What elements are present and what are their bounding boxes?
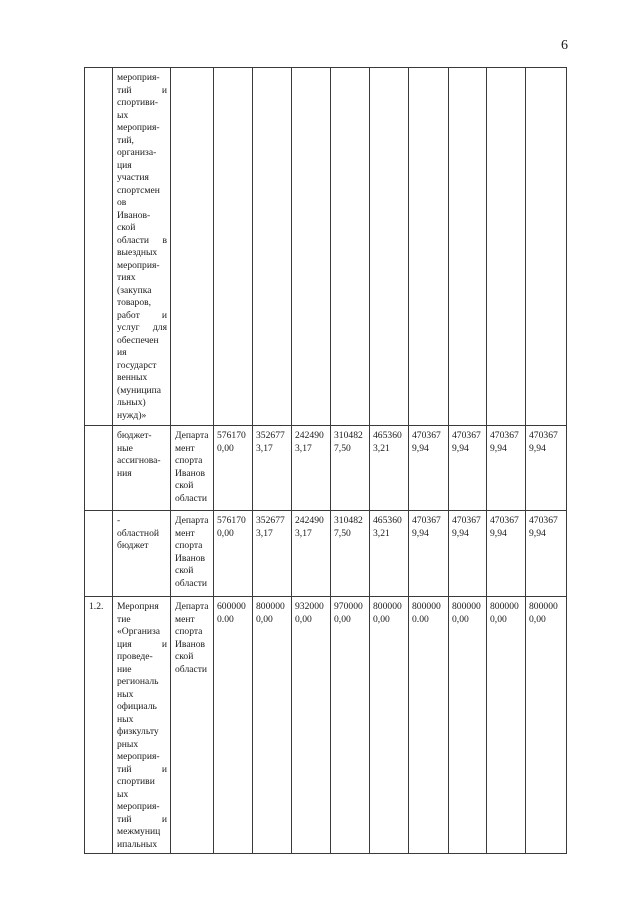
- amount-value-line: 0,00: [256, 613, 273, 625]
- executor-name-line: ской: [175, 651, 194, 662]
- activity-name-line: спортиви-: [117, 97, 159, 108]
- amount-value: [526, 426, 566, 455]
- activity-name-line: (закупка: [117, 284, 152, 296]
- cell-amount: [526, 68, 567, 426]
- cell-amount: [292, 511, 331, 597]
- cell-executor: [171, 426, 214, 511]
- activity-name-line: спортиви: [117, 776, 155, 787]
- amount-value-line: 465360: [373, 430, 402, 441]
- cell-amount: [253, 426, 292, 511]
- amount-value-line: 0,00: [334, 613, 351, 625]
- cell-amount: [487, 597, 526, 854]
- activity-name-line: тий и: [117, 763, 167, 775]
- activity-name-line: ской: [117, 222, 136, 233]
- activity-name-line: мероприя-: [117, 801, 160, 812]
- amount-value-line: 600000: [217, 601, 246, 612]
- cell-amount: [331, 511, 370, 597]
- amount-value-line: 932000: [295, 601, 324, 612]
- amount-value: [449, 597, 486, 626]
- item-number: [85, 68, 112, 72]
- cell-item-number: [85, 511, 113, 597]
- amount-value: [370, 511, 408, 540]
- amount-value: [253, 426, 291, 455]
- activity-name-line: организа-: [117, 147, 157, 158]
- activity-name-line: тиях: [117, 272, 136, 283]
- activity-name-line: ния: [117, 467, 132, 479]
- amount-value: [487, 597, 525, 626]
- cell-amount: [409, 426, 449, 511]
- amount-value-line: 352677: [256, 515, 285, 526]
- activity-name-line: тий и: [117, 813, 167, 825]
- activity-name-line: мероприя-: [117, 259, 160, 271]
- cell-item-number: [85, 426, 113, 511]
- cell-executor: [171, 68, 214, 426]
- cell-amount: [449, 68, 487, 426]
- cell-amount: [526, 511, 567, 597]
- amount-value: [331, 597, 369, 626]
- amount-value-line: 470367: [490, 515, 519, 526]
- executor-name-line: мент: [175, 527, 195, 539]
- amount-value-line: 9,94: [490, 442, 507, 454]
- amount-value: [331, 511, 369, 540]
- activity-name-line: ия: [117, 347, 127, 358]
- amount-value-line: 9,94: [412, 442, 429, 454]
- executor-name-line: Иванов: [175, 467, 206, 479]
- amount-value-line: 3,17: [295, 442, 312, 454]
- executor-name-line: Департа: [175, 601, 209, 612]
- amount-value: [292, 426, 330, 455]
- cell-amount: [487, 511, 526, 597]
- executor-name-line: спорта: [175, 626, 203, 637]
- executor-name: [171, 597, 213, 676]
- amount-value-line: 800000: [490, 601, 519, 612]
- amount-value-line: 470367: [490, 430, 519, 441]
- amount-value-line: 800000: [373, 601, 402, 612]
- page-number: 6: [561, 38, 568, 53]
- amount-value-line: 800000: [452, 601, 481, 612]
- cell-executor: [171, 511, 214, 597]
- executor-name-line: ской: [175, 565, 194, 576]
- activity-name-line: рных: [117, 738, 139, 750]
- cell-amount: [526, 597, 567, 854]
- amount-value-line: 470367: [529, 515, 558, 526]
- amount-value-line: 7,50: [334, 442, 351, 454]
- activity-name-line: ция: [117, 159, 132, 171]
- amount-value-line: 470367: [452, 515, 481, 526]
- amount-value: [253, 511, 291, 540]
- table-body: [85, 68, 567, 854]
- amount-value-line: 0.00: [412, 613, 429, 625]
- amount-value: [409, 597, 448, 626]
- amount-value-line: 352677: [256, 430, 285, 441]
- executor-name: [171, 426, 213, 505]
- table-row: [85, 511, 567, 597]
- amount-value-line: 242490: [295, 515, 324, 526]
- cell-amount: [449, 511, 487, 597]
- amount-value-line: 0,00: [529, 613, 546, 625]
- cell-amount: [370, 426, 409, 511]
- cell-activity-name: [113, 68, 171, 426]
- executor-name-line: Иванов: [175, 552, 206, 564]
- activity-name-line: бюджет: [117, 540, 149, 551]
- cell-amount: [331, 426, 370, 511]
- budget-table: [84, 67, 567, 854]
- activity-name-line: областной: [117, 527, 160, 539]
- activity-name-line: Меропрня: [117, 601, 159, 612]
- cell-amount: [331, 68, 370, 426]
- activity-name-line: товаров,: [117, 297, 152, 308]
- activity-name-line: венных: [117, 372, 148, 383]
- activity-name-line: межмуниц: [117, 826, 161, 837]
- amount-value-line: 9,94: [529, 527, 546, 539]
- item-number: [85, 426, 112, 430]
- cell-amount: [526, 426, 567, 511]
- executor-name-line: спорта: [175, 540, 203, 551]
- amount-value-line: 310482: [334, 515, 363, 526]
- activity-name-line: ассигнова-: [117, 455, 161, 466]
- cell-item-number: [85, 597, 113, 854]
- table-row: [85, 597, 567, 854]
- amount-value-line: 9,94: [452, 527, 469, 539]
- activity-name: [113, 426, 170, 480]
- amount-value: [409, 511, 448, 540]
- amount-value: [449, 426, 486, 455]
- amount-value: [449, 511, 486, 540]
- amount-value-line: 3,17: [256, 442, 273, 454]
- activity-name-line: Иванов-: [117, 209, 151, 221]
- activity-name-line: государст: [117, 359, 157, 371]
- activity-name-line: региональ: [117, 676, 159, 687]
- activity-name-line: бюджет-: [117, 430, 152, 441]
- activity-name-line: участия: [117, 172, 149, 183]
- amount-value-line: 242490: [295, 430, 324, 441]
- activity-name-line: работ и: [117, 309, 167, 321]
- amount-value-line: 9,94: [452, 442, 469, 454]
- activity-name-line: проведе-: [117, 651, 153, 662]
- activity-name-line: мероприя-: [117, 72, 160, 83]
- amount-value: [409, 426, 448, 455]
- cell-amount: [214, 426, 253, 511]
- amount-value-line: 3,17: [256, 527, 273, 539]
- amount-value: [487, 426, 525, 455]
- amount-value-line: 470367: [412, 430, 441, 441]
- cell-amount: [292, 426, 331, 511]
- amount-value-line: 7,50: [334, 527, 351, 539]
- activity-name-line: области в: [117, 234, 167, 246]
- cell-amount: [449, 426, 487, 511]
- activity-name-line: ных: [117, 688, 134, 700]
- executor-name: [171, 68, 213, 72]
- table-row: [85, 426, 567, 511]
- activity-name: [113, 511, 170, 553]
- activity-name-line: нужд)»: [117, 409, 147, 421]
- activity-name-line: ых: [117, 109, 129, 121]
- amount-value-line: 9,94: [412, 527, 429, 539]
- executor-name-line: области: [175, 663, 208, 675]
- activity-name: [113, 68, 170, 422]
- amount-value: [526, 511, 566, 540]
- cell-amount: [214, 597, 253, 854]
- cell-amount: [409, 68, 449, 426]
- executor-name-line: мент: [175, 613, 195, 625]
- amount-value-line: 0,00: [217, 527, 234, 539]
- activity-name-line: льных): [117, 397, 146, 408]
- cell-amount: [253, 68, 292, 426]
- executor-name-line: Департа: [175, 430, 209, 441]
- activity-name-line: ные: [117, 442, 133, 454]
- amount-value: [214, 511, 252, 540]
- amount-value: [214, 597, 252, 626]
- amount-value-line: 465360: [373, 515, 402, 526]
- cell-amount: [214, 511, 253, 597]
- amount-value-line: 470367: [412, 515, 441, 526]
- amount-value-line: 0,00: [373, 613, 390, 625]
- cell-amount: [487, 68, 526, 426]
- activity-name-line: выездных: [117, 247, 158, 258]
- cell-amount: [331, 597, 370, 854]
- amount-value-line: 800000: [256, 601, 285, 612]
- cell-amount: [253, 597, 292, 854]
- amount-value-line: 9,94: [490, 527, 507, 539]
- executor-name-line: области: [175, 492, 208, 504]
- executor-name-line: спорта: [175, 455, 203, 466]
- activity-name-line: тий,: [117, 134, 134, 146]
- cell-amount: [370, 68, 409, 426]
- activity-name-line: ние: [117, 663, 132, 675]
- amount-value: [292, 511, 330, 540]
- cell-executor: [171, 597, 214, 854]
- cell-amount: [253, 511, 292, 597]
- cell-amount: [292, 597, 331, 854]
- amount-value-line: 800000: [529, 601, 558, 612]
- amount-value-line: 0,00: [490, 613, 507, 625]
- cell-amount: [214, 68, 253, 426]
- activity-name-line: ых: [117, 788, 129, 800]
- amount-value-line: 0.00: [217, 613, 234, 625]
- activity-name-line: обеспечен: [117, 334, 159, 346]
- cell-activity-name: [113, 426, 171, 511]
- cell-amount: [370, 511, 409, 597]
- activity-name-line: «Организа: [117, 626, 161, 637]
- amount-value-line: 9,94: [529, 442, 546, 454]
- cell-amount: [487, 426, 526, 511]
- cell-amount: [449, 597, 487, 854]
- activity-name-line: мероприя-: [117, 122, 160, 133]
- amount-value: [331, 426, 369, 455]
- table-row: [85, 68, 567, 426]
- amount-value: [526, 597, 566, 626]
- amount-value-line: 970000: [334, 601, 363, 612]
- amount-value-line: 0,00: [295, 613, 312, 625]
- cell-activity-name: [113, 511, 171, 597]
- activity-name-line: ипальных: [117, 838, 158, 850]
- executor-name-line: мент: [175, 442, 195, 454]
- amount-value: [292, 597, 330, 626]
- activity-name-line: спортсмен: [117, 184, 160, 196]
- executor-name-line: ской: [175, 480, 194, 491]
- activity-name-line: тий и: [117, 84, 167, 96]
- cell-amount: [409, 511, 449, 597]
- executor-name-line: Иванов: [175, 638, 206, 650]
- item-number: [85, 511, 112, 515]
- activity-name: [113, 597, 170, 851]
- executor-name: [171, 511, 213, 590]
- activity-name-line: тие: [117, 613, 131, 625]
- amount-value: [487, 511, 525, 540]
- item-number: 1.2.: [89, 601, 104, 612]
- amount-value-line: 310482: [334, 430, 363, 441]
- executor-name-line: области: [175, 577, 208, 589]
- cell-amount: [370, 597, 409, 854]
- cell-activity-name: [113, 597, 171, 854]
- amount-value-line: 470367: [529, 430, 558, 441]
- activity-name-line: услуг для: [117, 322, 167, 333]
- cell-amount: [292, 68, 331, 426]
- executor-name-line: Департа: [175, 515, 209, 526]
- amount-value-line: 0,00: [217, 442, 234, 454]
- amount-value-line: 3,17: [295, 527, 312, 539]
- amount-value: [214, 426, 252, 455]
- cell-amount: [409, 597, 449, 854]
- amount-value: [370, 426, 408, 455]
- activity-name-line: физкульту: [117, 726, 159, 737]
- activity-name-line: (муниципа: [117, 384, 161, 396]
- activity-name-line: официаль: [117, 701, 157, 712]
- cell-item-number: [85, 68, 113, 426]
- amount-value-line: 0,00: [452, 613, 469, 625]
- activity-name-line: ов: [117, 197, 127, 208]
- amount-value-line: 3,21: [373, 527, 390, 539]
- amount-value-line: 576170: [217, 430, 246, 441]
- amount-value-line: 576170: [217, 515, 246, 526]
- activity-name-line: мероприя-: [117, 751, 160, 762]
- amount-value: [253, 597, 291, 626]
- activity-name-line: ция и: [117, 638, 167, 650]
- amount-value-line: 3,21: [373, 442, 390, 454]
- amount-value-line: 470367: [452, 430, 481, 441]
- amount-value: [370, 597, 408, 626]
- activity-name-line: ных: [117, 713, 134, 725]
- activity-name-line: -: [117, 515, 121, 526]
- amount-value-line: 800000: [412, 601, 441, 612]
